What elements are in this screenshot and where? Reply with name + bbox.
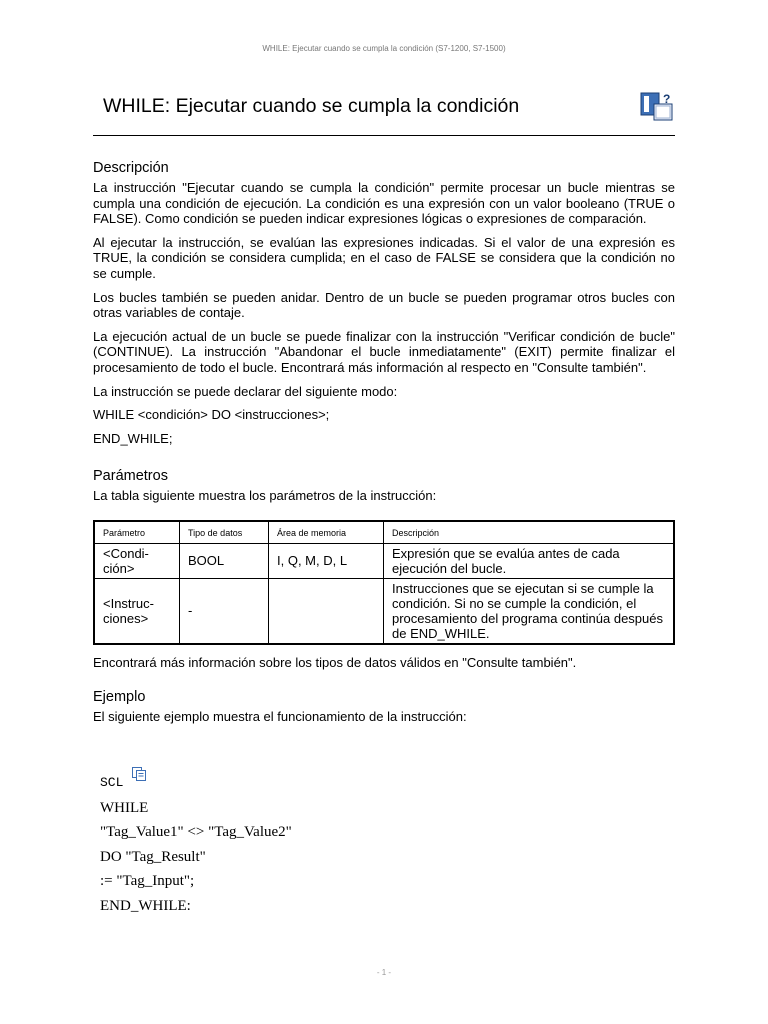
title-divider bbox=[93, 135, 675, 136]
page-number: - 1 - bbox=[376, 968, 392, 977]
code-line: DO "Tag_Result" bbox=[100, 848, 206, 865]
paragraph: La ejecución actual de un bucle se puede finalizar con la instrucción "Verificar condición de bucle" (CONTINUE). La instrucción "Abandonar el bucle inmediatamente" (EXIT) permite finalizar el procesamiento de todo el bucle. Encontrará más información al respecto en "Consulte también". bbox=[93, 328, 675, 375]
section-heading-descripcion: Descripción bbox=[93, 160, 169, 176]
table-cell: <Condi- ción> bbox=[94, 543, 180, 578]
main-content bbox=[93, 160, 675, 732]
section-heading-parametros: Parámetros bbox=[93, 468, 168, 485]
code-line: END_WHILE: bbox=[100, 897, 191, 914]
paragraph: Al ejecutar la instrucción, se evalúan las expresiones indicadas. Si el valor de una expresión es TRUE, la condición se considera cumplida; en el caso de FALSE se considera que la condición no se cumple. bbox=[93, 234, 675, 281]
paragraph: La instrucción se puede declarar del siguiente modo: bbox=[93, 383, 398, 399]
syntax-line: END_WHILE; bbox=[93, 430, 173, 446]
code-line: "Tag_Value1" <> "Tag_Value2" bbox=[100, 824, 292, 840]
code-line: := "Tag_Input"; bbox=[100, 873, 195, 889]
copy-icon[interactable] bbox=[131, 766, 147, 782]
code-line: WHILE bbox=[100, 799, 149, 816]
svg-text:?: ? bbox=[663, 92, 671, 106]
parameters-table bbox=[93, 520, 675, 645]
table-cell: - bbox=[180, 578, 269, 644]
syntax-line: WHILE <condición> DO <instrucciones>; bbox=[93, 407, 330, 423]
paragraph: Los bucles también se pueden anidar. Dentro de un bucle se pueden programar otros bucles con otras variables de contaje. bbox=[93, 289, 675, 321]
table-cell: Expresión que se evalúa antes de cada ejecución del bucle. bbox=[384, 543, 675, 578]
code-example bbox=[100, 770, 292, 918]
code-language-label: SCL bbox=[100, 775, 124, 790]
paragraph: Encontrará más información sobre los tipos de datos válidos en "Consulte también". bbox=[93, 654, 577, 670]
code-header bbox=[100, 770, 292, 796]
table-header-row bbox=[94, 521, 674, 544]
table-cell: BOOL bbox=[180, 543, 269, 578]
column-header: Descripción bbox=[384, 521, 675, 544]
running-header: WHILE: Ejecutar cuando se cumpla la condición (S7-1200, S7-1500) bbox=[262, 44, 506, 53]
table-cell: Instrucciones que se ejecutan si se cumple la condición. Si no se cumple la condición, el procesamiento del programa continúa después de END_WHILE. bbox=[384, 578, 675, 644]
table-row bbox=[94, 578, 674, 644]
table-cell bbox=[269, 578, 384, 644]
help-icon[interactable] bbox=[640, 92, 674, 122]
paragraph: El siguiente ejemplo muestra el funcionamiento de la instrucción: bbox=[93, 708, 467, 724]
column-header: Tipo de datos bbox=[180, 521, 269, 544]
paragraph: La tabla siguiente muestra los parámetros de la instrucción: bbox=[93, 488, 437, 504]
page-title: WHILE: Ejecutar cuando se cumpla la condición bbox=[103, 95, 520, 117]
section-heading-ejemplo: Ejemplo bbox=[93, 688, 146, 705]
column-header: Área de memoria bbox=[269, 521, 384, 544]
column-header: Parámetro bbox=[94, 521, 180, 544]
table-cell: I, Q, M, D, L bbox=[269, 543, 384, 578]
table-row bbox=[94, 543, 674, 578]
table-cell: <Instruc- ciones> bbox=[94, 578, 180, 644]
paragraph: La instrucción "Ejecutar cuando se cumpla la condición" permite procesar un bucle mientras se cumpla una condición de ejecución. La condición es una expresión con un valor booleano (TRUE o FALSE). Como condición se pueden indicar expresiones lógicas o expresiones de comparación. bbox=[93, 180, 675, 227]
